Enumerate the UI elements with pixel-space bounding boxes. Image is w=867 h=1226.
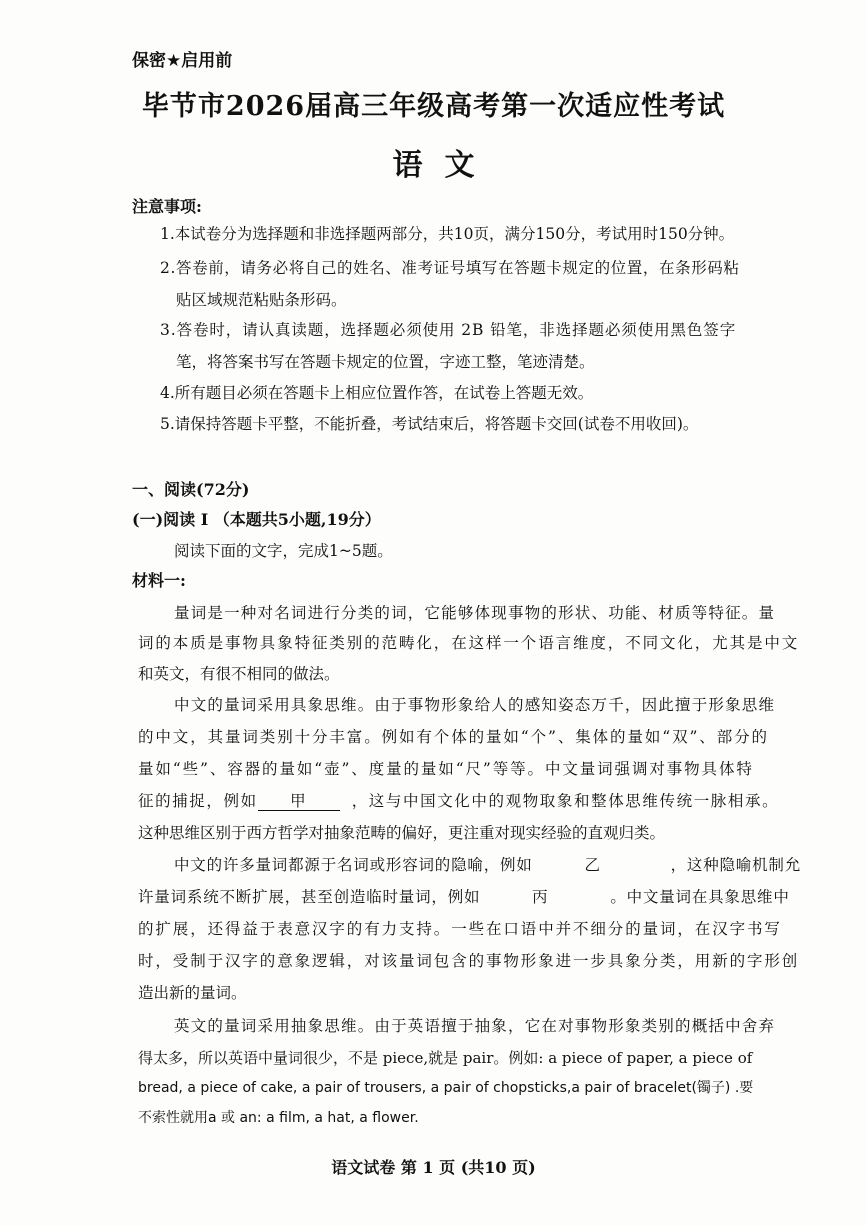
- section-heading: 一、阅读(72分): [132, 480, 250, 499]
- passage-line: [138, 791, 779, 811]
- page-footer: 语文试卷 第 1 页 (共10 页): [331, 1158, 536, 1177]
- passage-line: 词的本质是事物具象特征类别的范畴化，在这样一个语言维度，不同文化，尤其是中文: [138, 634, 800, 652]
- reading-instruction: 阅读下面的文字，完成1~5题。: [174, 542, 393, 560]
- passage-line: 量词是一种对名词进行分类的词，它能够体现事物的形状、功能、材质等特征。量: [174, 604, 776, 622]
- passage-text: 征的捕捉，例如: [138, 792, 258, 810]
- blank-jia: 甲: [258, 791, 340, 811]
- passage-line: 和英文，有很不相同的做法。: [138, 665, 340, 683]
- passage-line: 英文的量词采用抽象思维。由于英语擅于抽象，它在对事物形象类别的概括中舍弃: [174, 1017, 776, 1035]
- subsection-heading: (一)阅读 I （本题共5小题,19分）: [132, 510, 381, 529]
- notice-item: 4.所有题目必须在答题卡上相应位置作答，在试卷上答题无效。: [160, 384, 594, 402]
- passage-line: 这种思维区别于西方哲学对抽象范畴的偏好，更注重对现实经验的直观归类。: [138, 824, 666, 842]
- passage-text: 许量词系统不断扩展，甚至创造临时量词，例如: [138, 888, 481, 906]
- notice-item-cont: 贴区域规范粘贴条形码。: [176, 291, 347, 309]
- notice-item: 5.请保持答题卡平整，不能折叠，考试结束后，将答题卡交回(试卷不用收回)。: [160, 415, 699, 433]
- passage-line: 得太多，所以英语中量词很少，不是 piece,就是 pair。例如: a piece of paper, a piece of: [138, 1049, 753, 1067]
- passage-line: bread, a piece of cake, a pair of trousers, a pair of chopsticks,a pair of bracelet(镯子) .要: [138, 1080, 754, 1096]
- notice-item: 3.答卷时，请认真读题，选择题必须使用 2B 铅笔，非选择题必须使用黑色签字: [160, 321, 737, 339]
- passage-line: 不索性就用a 或 an: a film, a hat, a flower.: [138, 1110, 419, 1126]
- blank-yi: 乙: [584, 856, 601, 874]
- passage-text: ，这与中国文化中的观物取象和整体思维传统一脉相承。: [351, 792, 780, 810]
- passage-line: [174, 855, 801, 875]
- notice-item-cont: 笔，将答案书写在答题卡规定的位置，字迹工整，笔迹清楚。: [176, 353, 595, 371]
- passage-text: 中文的许多量词都源于名词或形容词的隐喻，例如: [174, 856, 533, 874]
- passage-line: 中文的量词采用具象思维。由于事物形象给人的感知姿态万千，因此擅于形象思维: [174, 696, 776, 714]
- exam-title: 毕节市2026届高三年级高考第一次适应性考试: [141, 91, 726, 122]
- notice-item: 2.答卷前，请务必将自己的姓名、准考证号填写在答题卡规定的位置，在条形码粘: [160, 259, 740, 277]
- passage-line: 量如“些”、容器的量如“壶”、度量的量如“尺”等等。中文量词强调对事物具体特: [138, 760, 754, 778]
- passage-text: 。中文量词在具象思维中: [610, 888, 790, 906]
- material-label: 材料一:: [132, 571, 186, 590]
- confidential-mark: 保密★启用前: [132, 51, 233, 71]
- passage-line: 的扩展，还得益于表意汉字的有力支持。一些在口语中并不细分的量词，在汉字书写: [138, 920, 782, 938]
- passage-line: 的中文，其量词类别十分丰富。例如有个体的量如“个”、集体的量如“双”、部分的: [138, 728, 769, 746]
- subject-title: 语文: [392, 148, 497, 183]
- notice-item: 1.本试卷分为选择题和非选择题两部分，共10页，满分150分，考试用时150分钟。: [160, 225, 735, 243]
- passage-line: [138, 887, 790, 907]
- blank-bing: 丙: [532, 888, 549, 906]
- passage-line: 造出新的量词。: [138, 984, 247, 1002]
- notice-heading: 注意事项:: [132, 197, 202, 216]
- passage-text: ，这种隐喻机制允: [670, 856, 802, 874]
- passage-line: 时，受制于汉字的意象逻辑，对该量词包含的事物形象进一步具象分类，用新的字形创: [138, 952, 800, 970]
